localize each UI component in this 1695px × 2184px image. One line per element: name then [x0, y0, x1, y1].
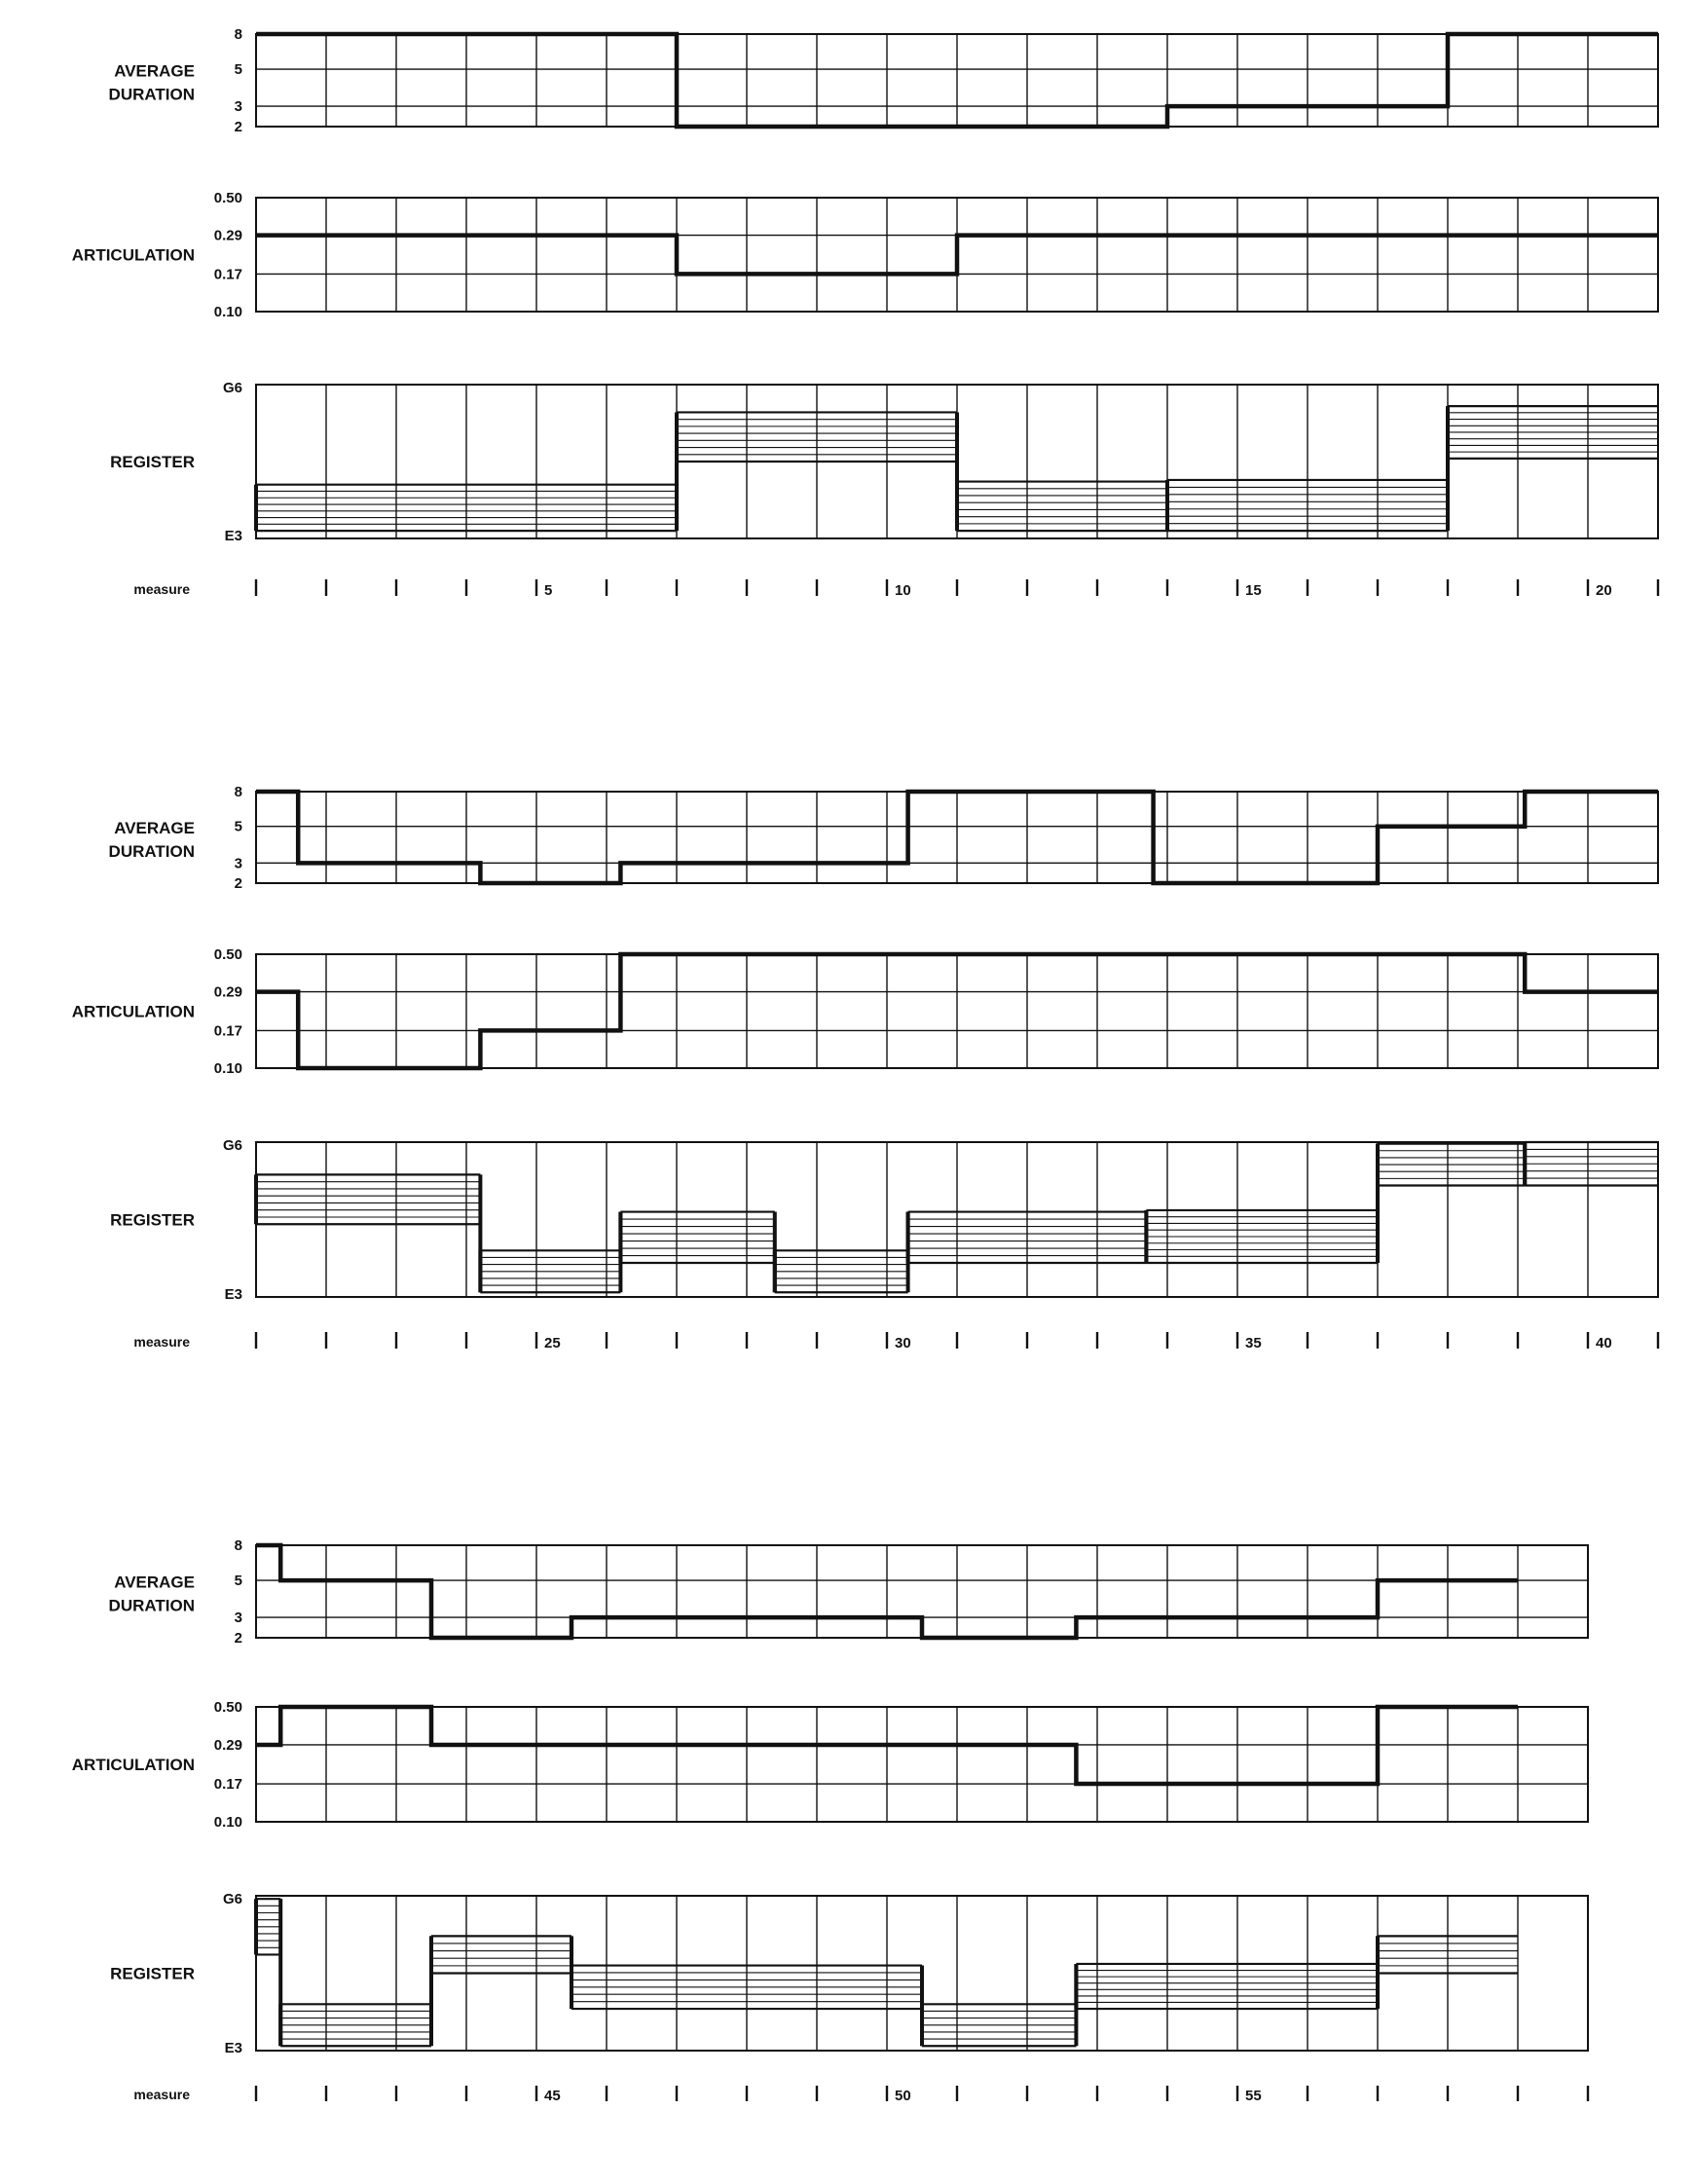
register-band — [922, 2004, 1076, 2046]
articulation-tick-label: 0.10 — [213, 1060, 242, 1077]
measure-number-label: 10 — [895, 582, 911, 599]
register-band — [431, 1936, 571, 1973]
register-axis-label: REGISTER — [110, 1210, 195, 1230]
articulation-tick-label: 0.17 — [213, 1022, 242, 1040]
duration-axis-label: DURATION — [108, 1596, 195, 1615]
duration-tick-label: 5 — [234, 1573, 242, 1590]
register-band — [1448, 406, 1658, 459]
section-1 — [72, 26, 1658, 599]
register-band — [1378, 1144, 1525, 1186]
articulation-tick-label: 0.10 — [213, 1814, 242, 1831]
measure-number-label: 5 — [544, 582, 553, 599]
measure-number-label: 35 — [1245, 1335, 1262, 1351]
register-top-label: G6 — [222, 1891, 242, 1907]
measure-number-label: 40 — [1596, 1335, 1612, 1351]
duration-axis-label: AVERAGE — [114, 61, 195, 81]
register-axis-label: REGISTER — [110, 453, 195, 471]
measure-number-label: 25 — [544, 1335, 561, 1351]
duration-axis-label: AVERAGE — [114, 819, 195, 837]
duration-tick-label: 2 — [234, 875, 242, 892]
measure-number-label: 20 — [1596, 582, 1612, 599]
articulation-tick-label: 0.50 — [213, 946, 242, 963]
articulation-tick-label: 0.50 — [213, 1699, 242, 1716]
articulation-tick-label: 0.17 — [213, 266, 242, 283]
register-top-label: G6 — [222, 1137, 242, 1154]
measure-axis-label: measure — [133, 581, 190, 597]
measure-axis-label: measure — [133, 1334, 190, 1350]
articulation-axis-label: ARTICULATION — [71, 1002, 195, 1021]
duration-tick-label: 8 — [234, 1537, 242, 1554]
duration-tick-label: 5 — [234, 61, 242, 79]
register-band — [620, 1212, 774, 1263]
register-top-label: G6 — [222, 380, 242, 396]
duration-tick-label: 8 — [234, 784, 242, 800]
register-band — [480, 1250, 620, 1292]
register-band — [1076, 1964, 1378, 2009]
duration-axis-label: DURATION — [108, 842, 195, 861]
articulation-tick-label: 0.29 — [213, 227, 242, 244]
measure-number-label: 45 — [544, 2088, 561, 2104]
register-band — [256, 1174, 480, 1224]
measure-axis-label: measure — [133, 2087, 190, 2102]
articulation-tick-label: 0.50 — [213, 190, 242, 206]
duration-tick-label: 3 — [234, 98, 242, 116]
measure-number-label: 50 — [895, 2088, 911, 2104]
section-3 — [72, 1537, 1588, 2104]
register-band — [280, 2004, 431, 2046]
measure-number-label: 30 — [895, 1335, 911, 1351]
articulation-panel-frame — [256, 1707, 1588, 1822]
register-band — [1146, 1210, 1378, 1263]
register-axis-label: REGISTER — [110, 1964, 195, 1983]
articulation-tick-label: 0.17 — [213, 1776, 242, 1794]
duration-tick-label: 5 — [234, 818, 242, 835]
duration-tick-label: 8 — [234, 26, 242, 43]
register-band — [1525, 1142, 1658, 1186]
register-band — [957, 482, 1167, 532]
duration-tick-label: 2 — [234, 119, 242, 135]
register-bottom-label: E3 — [224, 528, 242, 544]
duration-tick-label: 3 — [234, 1610, 242, 1627]
register-bottom-label: E3 — [224, 2040, 242, 2056]
duration-tick-label: 3 — [234, 855, 242, 872]
duration-axis-label: DURATION — [108, 85, 195, 104]
register-band — [775, 1250, 908, 1292]
register-bottom-label: E3 — [224, 1286, 242, 1303]
duration-tick-label: 2 — [234, 1630, 242, 1647]
articulation-tick-label: 0.29 — [213, 983, 242, 1001]
measure-number-label: 55 — [1245, 2088, 1262, 2104]
articulation-tick-label: 0.29 — [213, 1736, 242, 1754]
articulation-axis-label: ARTICULATION — [71, 1756, 195, 1774]
duration-axis-label: AVERAGE — [114, 1573, 195, 1592]
register-band — [256, 1899, 280, 1954]
measure-number-label: 15 — [1245, 582, 1262, 599]
section-2 — [72, 784, 1658, 1351]
articulation-tick-label: 0.10 — [213, 304, 242, 320]
articulation-axis-label: ARTICULATION — [71, 245, 195, 265]
